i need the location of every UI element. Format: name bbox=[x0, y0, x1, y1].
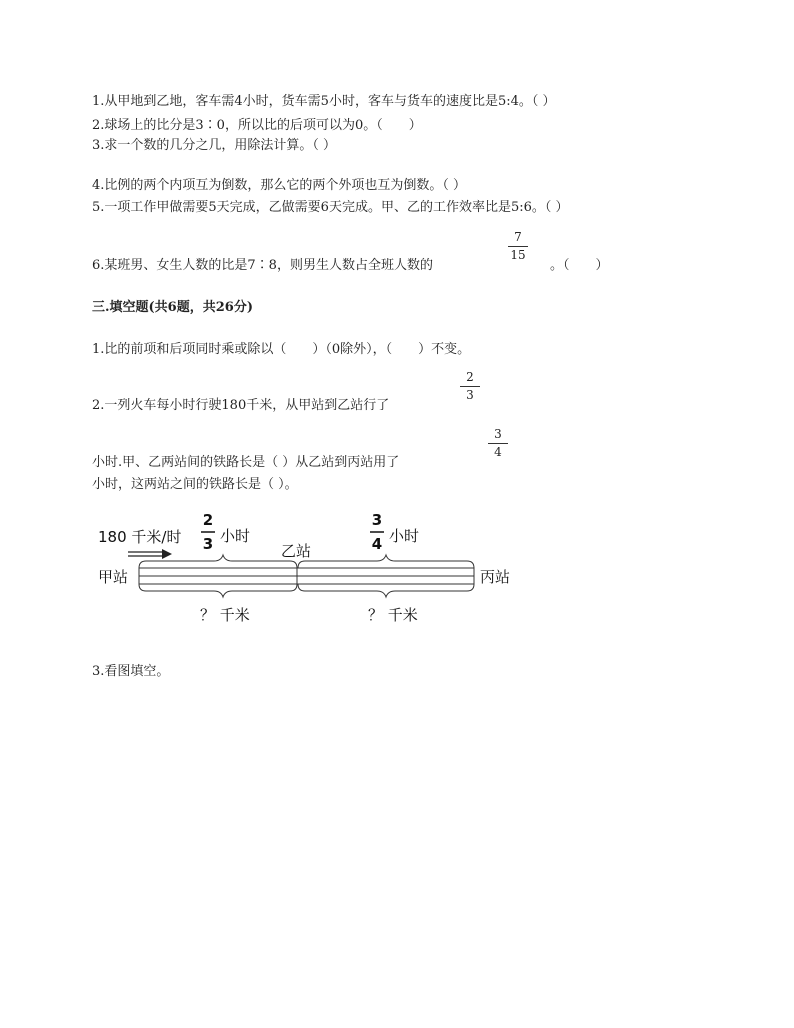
seg1-fraction-numerator: 2 bbox=[202, 511, 214, 529]
fraction-denominator: 4 bbox=[494, 445, 502, 459]
fraction-7-15 bbox=[508, 231, 528, 262]
seg1-bottom-brace bbox=[139, 584, 297, 597]
station-a-label: 甲站 bbox=[98, 568, 129, 586]
fraction-numerator: 3 bbox=[494, 427, 502, 441]
seg2-top-brace bbox=[298, 555, 474, 568]
railway-diagram bbox=[90, 508, 530, 632]
fraction-numerator: 7 bbox=[514, 230, 522, 244]
fraction-denominator: 15 bbox=[510, 248, 526, 262]
judge-question-6: 6.某班男、女生人数的比是7∶8，则男生人数占全班人数的 bbox=[92, 258, 433, 273]
judge-question-3: 3.求一个数的几分之几，用除法计算。（ ） bbox=[92, 138, 337, 153]
fraction-numerator: 2 bbox=[466, 370, 474, 384]
fraction-3-4 bbox=[488, 428, 508, 459]
fill-question-2-line-1: 2.一列火车每小时行驶180千米，从甲站到乙站行了 bbox=[92, 398, 390, 413]
speed-label: 180 千米/时 bbox=[98, 528, 182, 546]
station-b-label: 乙站 bbox=[281, 542, 312, 560]
judge-question-6-tail: 。（ ） bbox=[550, 258, 609, 273]
judge-question-4: 4.比例的两个内项互为倒数，那么它的两个外项也互为倒数。（ ） bbox=[92, 178, 467, 193]
seg2-fraction-denominator: 4 bbox=[371, 535, 383, 553]
fill-question-1: 1.比的前项和后项同时乘或除以（ ）（0除外），（ ）不变。 bbox=[92, 342, 471, 357]
fill-question-2-line-2: 小时.甲、乙两站间的铁路长是（ ）从乙站到丙站用了 bbox=[92, 455, 400, 470]
seg2-fraction-numerator: 3 bbox=[371, 511, 383, 529]
unknown-distance-1: ？ 千米 bbox=[200, 606, 250, 624]
seg2-unit: 小时 bbox=[389, 527, 420, 545]
station-c-label: 丙站 bbox=[480, 568, 511, 586]
seg2-bottom-brace bbox=[298, 584, 474, 597]
judge-question-1: 1.从甲地到乙地，客车需4小时，货车需5小时，客车与货车的速度比是5:4。（ ） bbox=[92, 94, 556, 109]
direction-arrow bbox=[128, 549, 172, 559]
judge-question-5: 5.一项工作甲做需要5天完成，乙做需要6天完成。甲、乙的工作效率比是5:6。（ ） bbox=[92, 200, 569, 215]
section-heading: 三.填空题(共6题，共26分) bbox=[92, 300, 253, 315]
fraction-denominator: 3 bbox=[466, 388, 474, 402]
seg1-fraction-denominator: 3 bbox=[202, 535, 214, 553]
fill-question-3: 3.看图填空。 bbox=[92, 664, 170, 679]
fill-question-2-line-3: 小时，这两站之间的铁路长是（ ）。 bbox=[92, 477, 298, 492]
unknown-distance-2: ？ 千米 bbox=[368, 606, 418, 624]
fraction-2-3 bbox=[460, 371, 480, 402]
seg1-unit: 小时 bbox=[220, 527, 251, 545]
judge-question-2: 2.球场上的比分是3∶0，所以比的后项可以为0。（ ） bbox=[92, 118, 422, 133]
